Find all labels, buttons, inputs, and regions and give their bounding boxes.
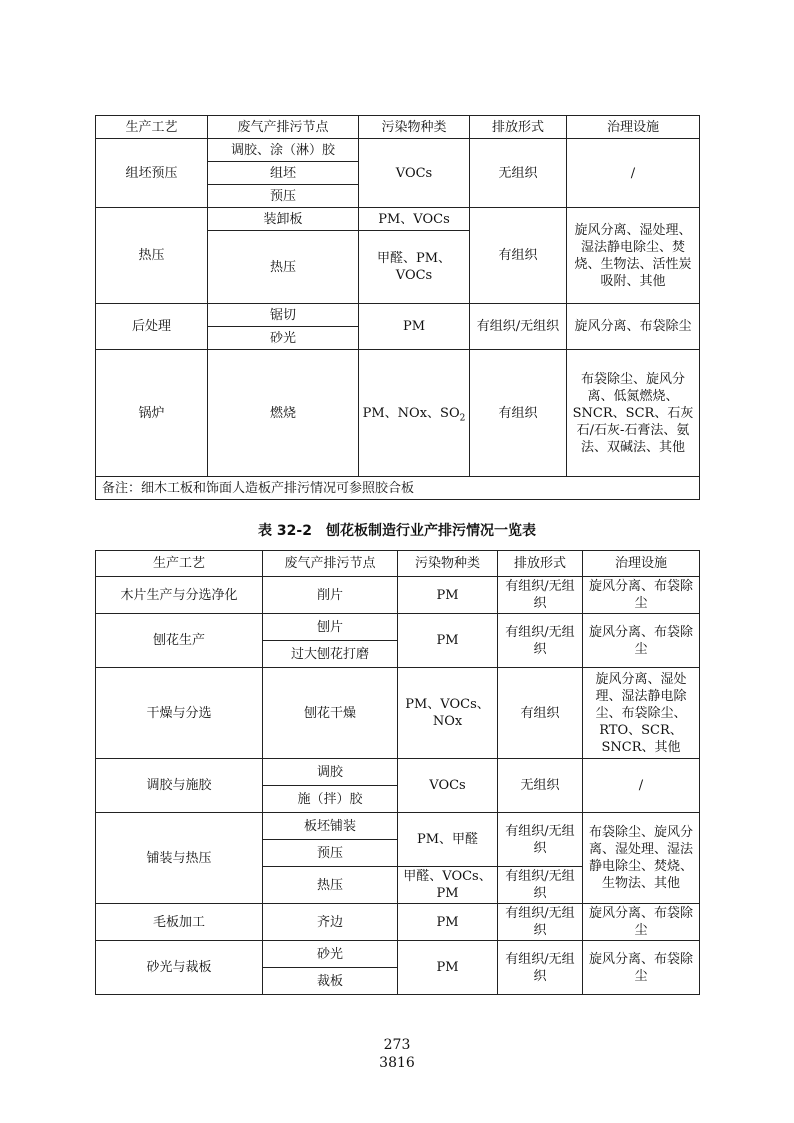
node-cell: 齐边	[263, 904, 398, 941]
node-cell: 施（拌）胶	[263, 786, 398, 813]
node-cell: 刨片	[263, 614, 398, 641]
table-row	[96, 904, 700, 941]
col-header: 治理设施	[567, 116, 700, 139]
process-cell: 调胶与施胶	[96, 759, 263, 813]
form-cell: 有组织/无组织	[498, 867, 583, 904]
page-number: 273	[383, 1037, 411, 1053]
node-cell: 预压	[263, 840, 398, 867]
process-cell: 锅炉	[96, 350, 208, 477]
node-cell: 组坯	[208, 162, 359, 185]
table-row	[96, 759, 700, 786]
col-header: 废气产排污节点	[263, 551, 398, 577]
pollutant-cell: 甲醛、PM、VOCs	[359, 231, 470, 304]
facility-cell: 旋风分离、布袋除尘	[583, 614, 700, 668]
col-header: 污染物种类	[359, 116, 470, 139]
facility-cell: 旋风分离、湿处理、湿法静电除尘、布袋除尘、RTO、SCR、SNCR、其他	[583, 668, 700, 759]
node-cell: 砂光	[208, 327, 359, 350]
process-cell: 砂光与裁板	[96, 941, 263, 995]
node-cell: 调胶	[263, 759, 398, 786]
node-cell: 裁板	[263, 968, 398, 995]
form-cell: 有组织/无组织	[498, 904, 583, 941]
node-cell: 装卸板	[208, 208, 359, 231]
table-row	[96, 139, 700, 162]
pollutant-cell: VOCs	[398, 759, 498, 813]
form-cell: 有组织/无组织	[498, 577, 583, 614]
col-header: 生产工艺	[96, 116, 208, 139]
table-header-row	[96, 116, 700, 139]
form-cell: 有组织	[470, 350, 567, 477]
table-row	[96, 941, 700, 968]
facility-cell: 旋风分离、布袋除尘	[583, 904, 700, 941]
document-page-number: 3816	[379, 1055, 415, 1071]
process-cell: 毛板加工	[96, 904, 263, 941]
process-cell: 组坯预压	[96, 139, 208, 208]
form-cell: 无组织	[470, 139, 567, 208]
col-header: 排放形式	[498, 551, 583, 577]
form-cell: 有组织/无组织	[470, 304, 567, 350]
node-cell: 预压	[208, 185, 359, 208]
form-cell: 有组织/无组织	[498, 614, 583, 668]
process-cell: 木片生产与分选净化	[96, 577, 263, 614]
pollutant-cell: PM、甲醛	[398, 813, 498, 867]
table-row	[96, 350, 700, 477]
table-row	[96, 668, 700, 759]
form-cell: 无组织	[498, 759, 583, 813]
table-plywood	[95, 115, 700, 500]
node-cell: 热压	[208, 231, 359, 304]
process-cell: 铺装与热压	[96, 813, 263, 904]
pollutant-cell	[359, 350, 470, 477]
facility-cell: /	[583, 759, 700, 813]
node-cell: 板坯铺装	[263, 813, 398, 840]
node-cell: 燃烧	[208, 350, 359, 477]
pollutant-cell: PM	[398, 904, 498, 941]
node-cell: 刨花干燥	[263, 668, 398, 759]
form-cell: 有组织	[498, 668, 583, 759]
form-cell: 有组织/无组织	[498, 941, 583, 995]
table-row	[96, 208, 700, 231]
facility-cell: 布袋除尘、旋风分离、湿处理、湿法静电除尘、焚烧、生物法、其他	[583, 813, 700, 904]
col-header: 废气产排污节点	[208, 116, 359, 139]
facility-cell: 旋风分离、布袋除尘	[583, 577, 700, 614]
pollutant-cell: 甲醛、VOCs、PM	[398, 867, 498, 904]
form-cell: 有组织/无组织	[498, 813, 583, 867]
table-row	[96, 477, 700, 500]
table-row	[96, 813, 700, 840]
node-cell: 锯切	[208, 304, 359, 327]
col-header: 污染物种类	[398, 551, 498, 577]
pollutant-cell: PM、VOCs	[359, 208, 470, 231]
col-header: 排放形式	[470, 116, 567, 139]
process-cell: 干燥与分选	[96, 668, 263, 759]
process-cell: 后处理	[96, 304, 208, 350]
node-cell: 砂光	[263, 941, 398, 968]
col-header: 生产工艺	[96, 551, 263, 577]
table-row	[96, 577, 700, 614]
pollutant-cell: VOCs	[359, 139, 470, 208]
node-cell: 调胶、涂（淋）胶	[208, 139, 359, 162]
pollutant-cell: PM	[398, 577, 498, 614]
table-caption: 表 32-2 刨花板制造行业产排污情况一览表	[258, 523, 536, 539]
col-header: 治理设施	[583, 551, 700, 577]
node-cell: 削片	[263, 577, 398, 614]
pollutant-text: PM、NOx、SO	[362, 405, 460, 421]
facility-cell: 旋风分离、布袋除尘	[583, 941, 700, 995]
process-cell: 热压	[96, 208, 208, 304]
table-header-row	[96, 551, 700, 577]
node-cell: 过大刨花打磨	[263, 641, 398, 668]
table-particleboard	[95, 550, 700, 995]
table-note: 备注：细木工板和饰面人造板产排污情况可参照胶合板	[96, 477, 700, 500]
subscript: 2	[459, 413, 466, 424]
facility-cell: 布袋除尘、旋风分离、低氮燃烧、SNCR、SCR、石灰石/石灰-石膏法、氨法、双碱法、其他	[567, 350, 700, 477]
facility-cell: /	[567, 139, 700, 208]
pollutant-cell: PM	[359, 304, 470, 350]
pollutant-cell: PM	[398, 614, 498, 668]
table-row	[96, 304, 700, 327]
node-cell: 热压	[263, 867, 398, 904]
facility-cell: 旋风分离、布袋除尘	[567, 304, 700, 350]
process-cell: 刨花生产	[96, 614, 263, 668]
table-row	[96, 614, 700, 641]
form-cell: 有组织	[470, 208, 567, 304]
pollutant-cell: PM、VOCs、NOx	[398, 668, 498, 759]
pollutant-cell: PM	[398, 941, 498, 995]
facility-cell: 旋风分离、湿处理、湿法静电除尘、焚烧、生物法、活性炭吸附、其他	[567, 208, 700, 304]
